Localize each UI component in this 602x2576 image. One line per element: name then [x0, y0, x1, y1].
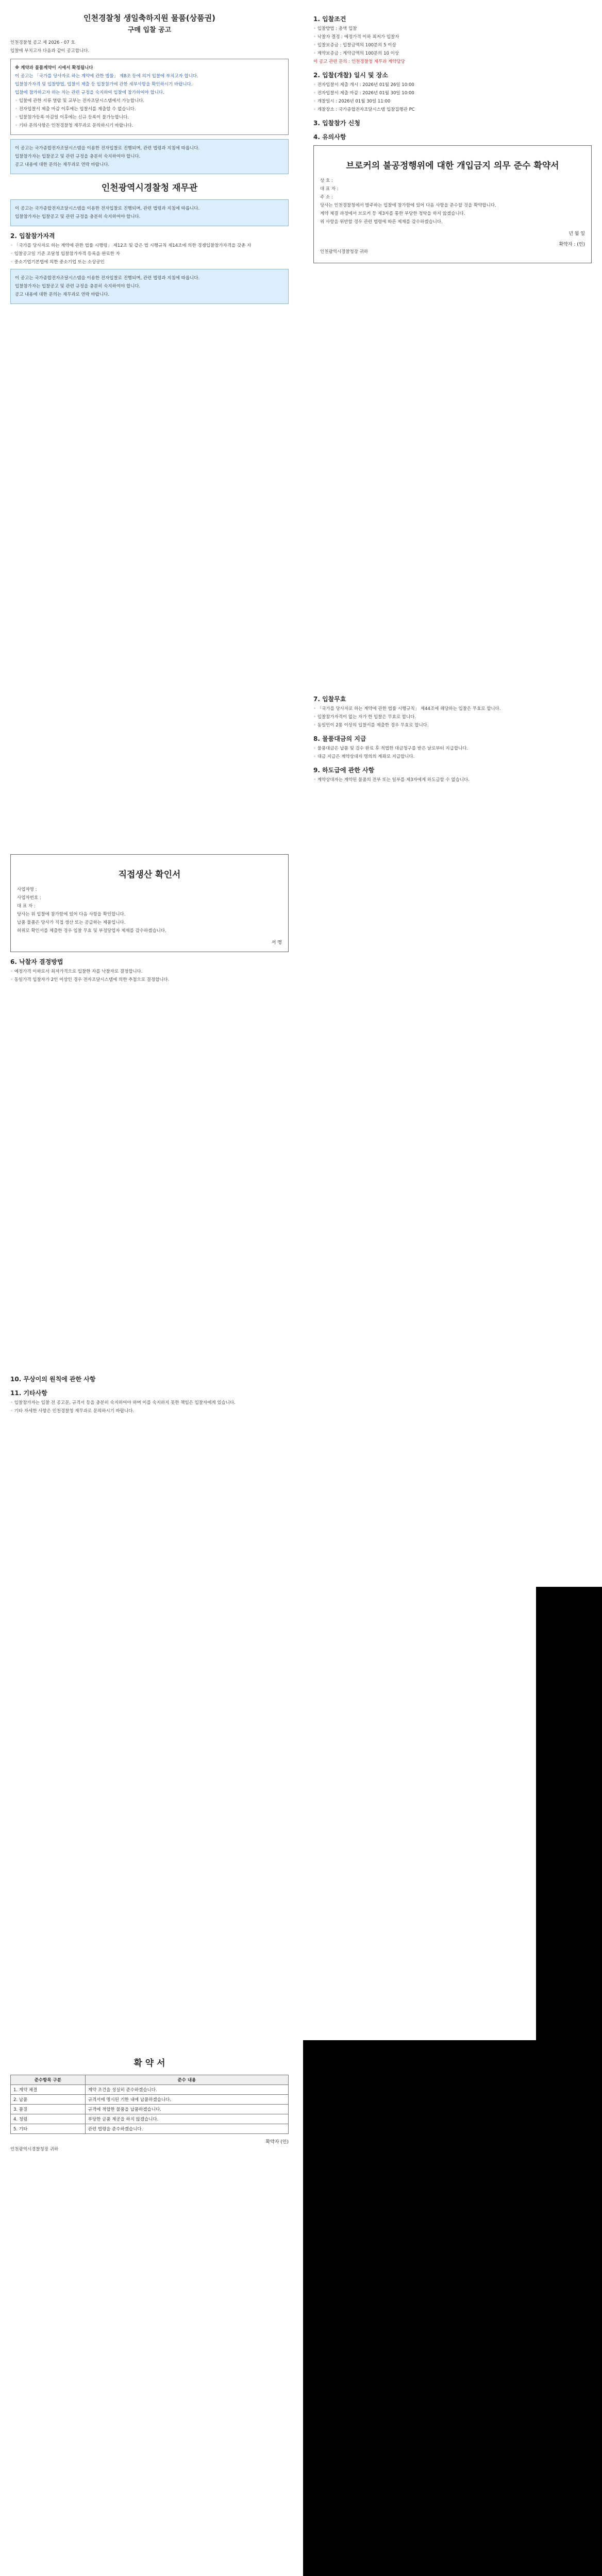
table-cell: 3. 품질	[11, 2105, 86, 2114]
section-line: ◦ 중소기업기본법에 의한 중소기업 또는 소상공인	[10, 259, 289, 266]
section-line: ◦ 대금 지급은 계약상대자 명의의 계좌로 지급합니다.	[313, 753, 592, 760]
section-heading: 2. 입찰참가자격	[10, 232, 55, 240]
info-line: 입찰참가자는 입찰공고 및 관련 규정을 충분히 숙지하여야 합니다.	[15, 154, 141, 159]
page-2	[303, 0, 602, 675]
table-cell: 2. 납품	[11, 2095, 86, 2105]
section-line: ◦ 「국가를 당사자로 하는 계약에 관한 법률 시행규칙」 제44조에 해당하는 입찰은 무효로 합니다.	[313, 705, 592, 713]
organization-name: 인천광역시경찰청 재무관	[101, 183, 198, 193]
box-title: ※ 계약과 물품계약이 시에서 확정됩니다	[15, 65, 93, 71]
section-line: ◦ 「국가를 당사자로 하는 계약에 관한 법률 시행령」 제12조 및 같은 법 시행규칙 제14조에 의한 경쟁입찰참가자격을 갖춘 자	[10, 242, 289, 249]
box-bullet: ◦ 입찰참가등록 마감일 이후에는 신규 등록이 불가능합니다.	[15, 114, 284, 121]
section-line: ◦ 동일가격 입찰자가 2인 이상인 경우 전자조달시스템에 의한 추첨으로 결정합니다.	[10, 976, 289, 984]
form-field: 대 표 자 :	[320, 187, 339, 192]
section-line: ◦ 입찰참가자는 입찰 전 공고문, 규격서 등을 충분히 숙지하여야 하며 이를 숙지하지 못한 책임은 입찰자에게 있습니다.	[10, 1399, 289, 1406]
form-field: 사업자명 :	[17, 887, 37, 892]
table-row	[11, 2085, 289, 2095]
form-title: 브로커의 불공정행위에 대한 개입금지 의무 준수 확약서	[346, 161, 559, 171]
table-cell: 부당한 금품 제공을 하지 않겠습니다.	[85, 2114, 288, 2124]
info-box	[10, 269, 289, 304]
info-line: 이 공고는 국가종합전자조달시스템을 이용한 전자입찰로 진행되며, 관련 법령과 지침에 따릅니다.	[15, 146, 200, 151]
confirmation-form	[10, 854, 289, 952]
page-title: 인천경찰청 생일축하지원 물품(상품권)	[83, 13, 215, 23]
info-line: 입찰참가자는 입찰공고 및 관련 규정을 충분히 숙지하여야 합니다.	[15, 284, 141, 289]
form-line: 허위로 확인서를 제출한 경우 입찰 무효 및 부정당업자 제재를 감수하겠습니다.	[17, 928, 166, 934]
notice-number: 인천경찰청 공고 제 2026 - 07 호	[10, 40, 75, 45]
redacted-area	[536, 1587, 602, 2040]
section-line: ◦ 입찰보증금 : 입찰금액의 100분의 5 이상	[313, 42, 592, 49]
section-line: ◦ 계약보증금 : 계약금액의 100분의 10 이상	[313, 50, 592, 57]
table-cell: 5. 기타	[11, 2124, 86, 2134]
table-cell: 1. 계약 체결	[11, 2085, 86, 2095]
page-title: 확 약 서	[133, 2058, 165, 2069]
section-heading: 9. 하도급에 관한 사항	[313, 767, 375, 774]
table-header: 준수 내용	[85, 2075, 288, 2085]
redacted-area	[303, 2040, 602, 2576]
form-line: 납품 물품은 당사가 직접 생산 또는 공급하는 제품입니다.	[17, 920, 126, 925]
info-line: 이 공고는 국가종합전자조달시스템을 이용한 전자입찰로 진행되며, 관련 법령과 지침에 따릅니다.	[15, 276, 200, 281]
page-7	[0, 2040, 299, 2576]
pledge-form	[313, 145, 592, 263]
section-heading: 3. 입찰참가 신청	[313, 120, 360, 127]
section-line: ◦ 전자입찰서 제출 개시 : 2026년 01월 26일 10:00	[313, 81, 592, 89]
section-line: ◦ 입찰방법 : 총액 입찰	[313, 25, 592, 32]
box-bullet: ◦ 기타 문의사항은 인천경찰청 재무과로 문의하시기 바랍니다.	[15, 122, 284, 129]
form-field: 대 표 자 :	[17, 904, 36, 909]
recipient-line: 인천광역시경찰청장 귀하	[10, 2147, 59, 2152]
pledge-table	[10, 2075, 289, 2134]
section-heading: 2. 입찰(개찰) 일시 및 장소	[313, 72, 388, 79]
section-line: ◦ 입찰참가자격이 없는 자가 한 입찰은 무효로 합니다.	[313, 714, 592, 721]
section-line: ◦ 물품대금은 납품 및 검수 완료 후 적법한 대금청구를 받은 날로부터 지급합니다.	[313, 745, 592, 752]
form-signature: 확약자 : (인)	[559, 242, 585, 247]
table-row	[11, 2124, 289, 2134]
section-line: ◦ 기타 자세한 사항은 인천경찰청 재무과로 문의하시기 바랍니다.	[10, 1408, 289, 1415]
section-line: ◦ 계약상대자는 계약된 물품의 전부 또는 일부를 제3자에게 하도급할 수 없습니다.	[313, 776, 592, 784]
form-signature: 서 명	[271, 940, 282, 945]
table-cell: 규격에 적합한 물품을 납품하겠습니다.	[85, 2105, 288, 2114]
section-line: ◦ 낙찰자 결정 : 예정가격 이하 최저가 입찰자	[313, 33, 592, 41]
table-header: 준수항목 구분	[11, 2075, 86, 2085]
table-cell: 4. 청렴	[11, 2114, 86, 2124]
info-line: 공고 내용에 대한 문의는 재무과로 연락 바랍니다.	[15, 292, 110, 297]
section-heading: 1. 입찰조건	[313, 15, 346, 23]
section-heading: 4. 유의사항	[313, 133, 346, 141]
page-1	[0, 0, 299, 675]
table-cell: 규격서에 명시된 기한 내에 납품하겠습니다.	[85, 2095, 288, 2105]
section-line: ◦ 입찰공고일 기준 조달청 입찰참가자격 등록을 완료한 자	[10, 250, 289, 258]
section-line: ◦ 개찰일시 : 2026년 01월 30일 11:00	[313, 98, 592, 105]
form-line: 당사는 위 입찰에 참가함에 있어 다음 사항을 확인합니다.	[17, 912, 126, 917]
notice-box	[10, 59, 289, 135]
section-line: ◦ 예정가격 이하로서 최저가격으로 입찰한 자를 낙찰자로 결정합니다.	[10, 968, 289, 975]
info-line: 이 공고는 국가종합전자조달시스템을 이용한 전자입찰로 진행되며, 관련 법령과 지침에 따릅니다.	[15, 206, 200, 211]
section-heading: 7. 입찰무효	[313, 696, 346, 703]
box-line: 입찰참가자격 및 입찰방법, 입찰서 제출 등 입찰참가에 관한 세부사항을 확인하시기 바랍니다.	[15, 82, 193, 87]
section-line: ◦ 전자입찰서 제출 마감 : 2026년 01월 30일 10:00	[313, 90, 592, 97]
table-row	[11, 2105, 289, 2114]
info-line: 공고 내용에 대한 문의는 재무과로 연락 바랍니다.	[15, 162, 110, 167]
form-date: 년 월 일	[568, 231, 585, 236]
red-note: 이 공고 관련 문의 : 인천경찰청 재무과 계약담당	[313, 59, 405, 64]
page-5	[0, 1360, 299, 2035]
section-heading: 11. 기타사항	[10, 1389, 47, 1397]
page-subtitle: 구매 입찰 공고	[127, 26, 172, 34]
box-bullet: ◦ 전자입찰서 제출 마감 이후에는 입찰서를 제출할 수 없습니다.	[15, 106, 284, 113]
info-box	[10, 199, 289, 226]
table-cell: 관련 법령을 준수하겠습니다.	[85, 2124, 288, 2134]
table-row	[11, 2114, 289, 2124]
form-line: 계약 체결 과정에서 브로커 등 제3자를 통한 부당한 청탁을 하지 않겠습니다.	[320, 211, 465, 216]
section-line: ◦ 동일인이 2통 이상의 입찰서를 제출한 경우 무효로 합니다.	[313, 722, 592, 729]
form-title: 직접생산 확인서	[118, 870, 181, 880]
table-cell: 계약 조건을 성실히 준수하겠습니다.	[85, 2085, 288, 2095]
section-line: ◦ 개찰장소 : 국가종합전자조달시스템 입찰집행관 PC	[313, 106, 592, 113]
page-4	[303, 680, 602, 1355]
form-line: 당사는 인천경찰청에서 발주하는 입찰에 참가함에 있어 다음 사항을 준수할 것을 확약합니다.	[320, 203, 496, 208]
intro-text: 입찰에 부치고자 다음과 같이 공고합니다.	[10, 48, 90, 54]
form-field: 상 호 :	[320, 178, 333, 183]
table-row	[11, 2095, 289, 2105]
box-line: 이 공고는 「국가를 당사자로 하는 계약에 관한 법률」 제8조 등에 의거 입찰에 부치고자 합니다.	[15, 74, 198, 79]
box-bullet: ◦ 입찰에 관한 서류 열람 및 교부는 전자조달시스템에서 가능합니다.	[15, 97, 284, 105]
form-field: 주 소 :	[320, 195, 333, 200]
section-heading: 10. 무상이의 원칙에 관한 사항	[10, 1376, 96, 1383]
box-line: 입찰에 참가하고자 하는 자는 관련 규정을 숙지하여 입찰에 참가하여야 합니다.	[15, 90, 164, 95]
page-3	[0, 680, 299, 1355]
signature-line: 확약자 (인)	[265, 2140, 289, 2145]
section-heading: 8. 물품대금의 지급	[313, 735, 366, 742]
form-recipient: 인천광역시경찰청장 귀하	[320, 249, 369, 255]
info-box	[10, 139, 289, 174]
info-line: 입찰참가자는 입찰공고 및 관련 규정을 충분히 숙지하여야 합니다.	[15, 214, 141, 219]
form-field: 사업자번호 :	[17, 895, 41, 901]
section-heading: 6. 낙찰자 결정방법	[10, 958, 63, 965]
form-line: 위 사항을 위반할 경우 관련 법령에 따른 제재를 감수하겠습니다.	[320, 219, 443, 225]
